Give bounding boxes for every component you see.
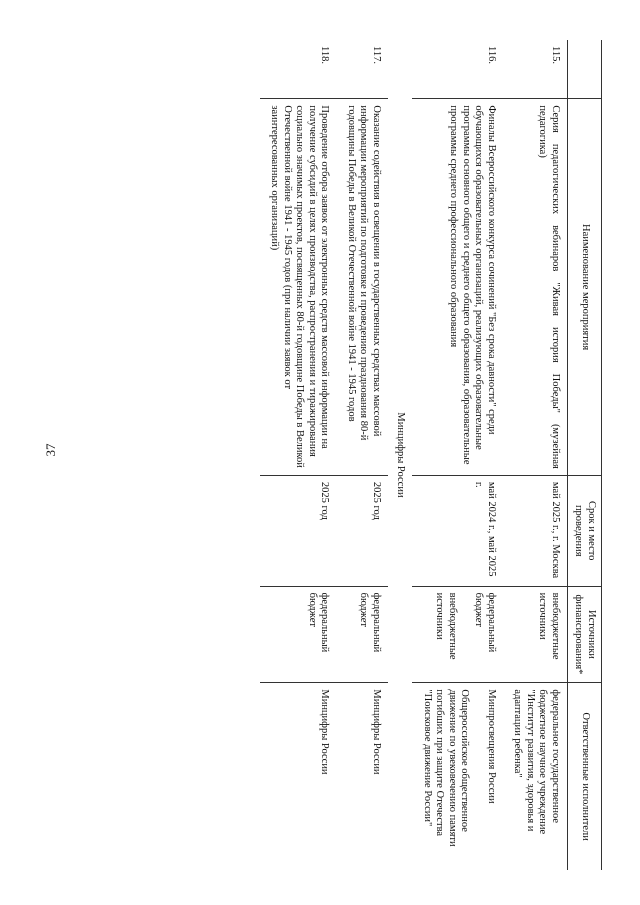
row-number: 116. (413, 40, 504, 99)
row-term: 2025 год (337, 475, 389, 586)
header-funding-source: Источники финансирования* (568, 586, 602, 683)
header-number (568, 40, 602, 99)
table-row (260, 40, 337, 870)
row-source-secondary: внебюджетные источники (434, 592, 458, 660)
header-event-name: Наименование мероприятия (568, 99, 602, 476)
section-title: Минцифры России (395, 412, 407, 498)
row-event-name: Оказание содействия в освещении в государственных средствах массовой информации мероприятий по подготовке и проведению празднования 80-й годовщины Победы в Великой Отечественной войне 1941 - 1945 годов (337, 99, 389, 476)
row-event-name: Проведение отбора заявок от электронных средств массовой информации на получение субсидий в целях производства, распространения и тиражирования социально значимых проектов, посвященных 80-й годовщине Победы в Великой Отечественной войне 1941 - 1945 годов (при наличии заявок от заинтересованных организаций) (260, 99, 337, 476)
row-event-name: Серия педагогических вебинаров "Живая история Победы" (музейная педагогика) (503, 99, 568, 476)
row-source: федеральный бюджет (473, 592, 497, 653)
row-executors: Минцифры России (337, 683, 389, 870)
header-executors: Ответственные исполнители (568, 683, 602, 870)
table-header-row (568, 40, 602, 870)
row-executors: Минцифры России (260, 683, 337, 870)
table-row (337, 40, 389, 870)
row-executors: Минпросвещения России (486, 689, 497, 804)
row-term: май 2025 г., г. Москва (503, 475, 568, 586)
row-executors-cell (413, 683, 504, 870)
row-number: 118. (260, 40, 337, 99)
table-row (413, 40, 504, 870)
row-term: 2025 год (260, 475, 337, 586)
table-row (503, 40, 568, 870)
row-source-cell (413, 586, 504, 683)
section-row (388, 40, 413, 870)
row-source: федеральный бюджет (260, 586, 337, 683)
header-term-place: Срок и место проведения (568, 475, 602, 586)
row-source: внебюджетные источники (503, 586, 568, 683)
row-number: 117. (337, 40, 389, 99)
row-number: 115. (503, 40, 568, 99)
row-executors-secondary: Общероссийское общественное движение по увековечению памяти погибших при защите Отечества "Поисковое движение России" (422, 689, 471, 847)
rotated-page-content (78, 40, 602, 870)
row-event-name: Финалы Всероссийского конкурса сочинений "Без срока давности" среди обучающихся образовательных организаций, реализующих образовательные программы основного общего и среднего общего образования, образовательные программы среднего профессионального образования (413, 99, 504, 476)
events-table (260, 40, 602, 870)
row-source: федеральный бюджет (337, 586, 389, 683)
page-number: 37 (43, 443, 58, 457)
row-executors: федеральное государственное бюджетное научное учреждение "Институт развития, здоровья и адаптации ребенка" (503, 683, 568, 870)
row-term: май 2024 г., май 2025 г. (413, 475, 504, 586)
